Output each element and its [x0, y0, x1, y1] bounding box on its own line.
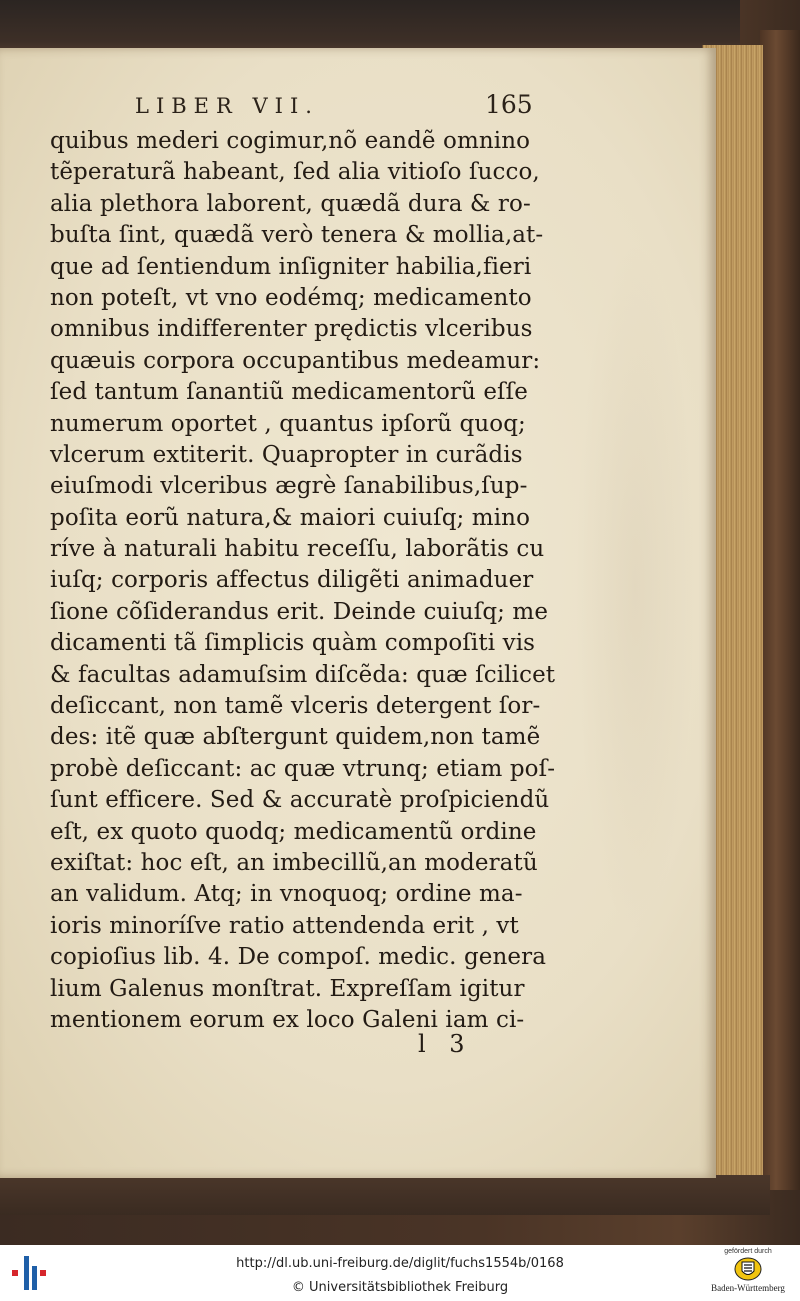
copyright-notice: © Universitätsbibliothek Freiburg	[291, 1280, 509, 1295]
text-line: omnibus indifferenter prędictis vlceribus	[50, 316, 533, 343]
text-line: lium Galenus monſtrat. Expreſſam igitur	[50, 975, 525, 1002]
text-line: an validum. Atq; in vnoquoq; ordine ma-	[50, 881, 523, 908]
baden-wuerttemberg-crest-icon	[733, 1256, 763, 1282]
text-line: non poteſt, vt vno eodémq; medicamento	[50, 284, 532, 311]
running-title: LIBER VII.	[135, 94, 319, 118]
text-line: mentionem eorum ex loco Galeni iam ci-	[50, 1006, 525, 1033]
text-line: poſita eorũ natura,& maiori cuiuſq; mino	[50, 504, 531, 531]
permalink-url[interactable]: http://dl.ub.uni-freiburg.de/diglit/fuchs1554b/0168	[236, 1256, 564, 1271]
signature-mark: l 3	[418, 1030, 473, 1058]
text-line: dicamenti tã ſimplicis quàm compoſiti vis	[50, 630, 536, 657]
text-line: ſione cõſiderandus erit. Deinde cuiuſq; me	[50, 598, 549, 625]
text-line: probè deſiccant: ac quæ vtrunq; etiam poſ-	[50, 755, 556, 782]
sponsor-block	[700, 1248, 796, 1300]
text-line: alia plethora laborent, quædã dura & ro-	[50, 190, 531, 217]
text-line: ioris minoríſve ratio attendenda erit , vt	[50, 912, 519, 939]
text-line: que ad ſentiendum inſigniter habilia,fieri	[50, 253, 532, 280]
text-line: des: itẽ quæ abſtergunt quidem,non tamẽ	[50, 724, 541, 751]
text-line: iuſq; corporis affectus diligẽti animaduer	[50, 567, 534, 594]
text-line: deſiccant, non tamẽ vlceris detergent ſor-	[50, 693, 541, 720]
sponsor-caption: gefördert durch	[724, 1248, 772, 1255]
text-line: ſed tantum ſanantiũ medicamentorũ eſſe	[50, 379, 528, 406]
text-line: eiuſmodi vlceribus ægrè ſanabilibus,ſup-	[50, 473, 528, 500]
text-line: quæuis corpora occupantibus medeamur:	[50, 347, 541, 374]
running-head	[135, 90, 535, 124]
text-line: copioſius lib. 4. De compoſ. medic. genera	[50, 944, 547, 971]
text-line: tẽperaturã habeant, ſed alia vitioſo ſucco,	[50, 159, 540, 186]
cover-bottom-board	[0, 1175, 770, 1215]
sponsor-name: Baden-Württemberg	[711, 1283, 785, 1293]
body-text	[50, 126, 556, 1036]
text-line: ſunt efficere. Sed & accuratè proſpiciendũ	[50, 787, 550, 814]
page-number: 165	[485, 90, 533, 119]
text-line: vlcerum extiterit. Quapropter in curãdis	[50, 441, 523, 468]
text-line: & facultas adamuſsim diſcẽda: quæ ſcilicet	[50, 661, 556, 688]
show-through-shadow	[575, 238, 695, 938]
text-line: eſt, ex quoto quodq; medicamentũ ordine	[50, 818, 537, 845]
text-line: buſta ſint, quædã verò tenera & mollia,at-	[50, 222, 544, 249]
text-line: quibus mederi cogimur,nõ eandẽ omnino	[50, 128, 531, 154]
cover-right-board	[760, 30, 800, 1190]
text-line: numerum oportet , quantus ipſorũ quoq;	[50, 410, 526, 437]
text-line: exiſtat: hoc eſt, an imbecillũ,an moderatũ	[50, 849, 538, 876]
text-line: ríve à naturali habitu receſſu, laborãtis cu	[50, 536, 545, 563]
